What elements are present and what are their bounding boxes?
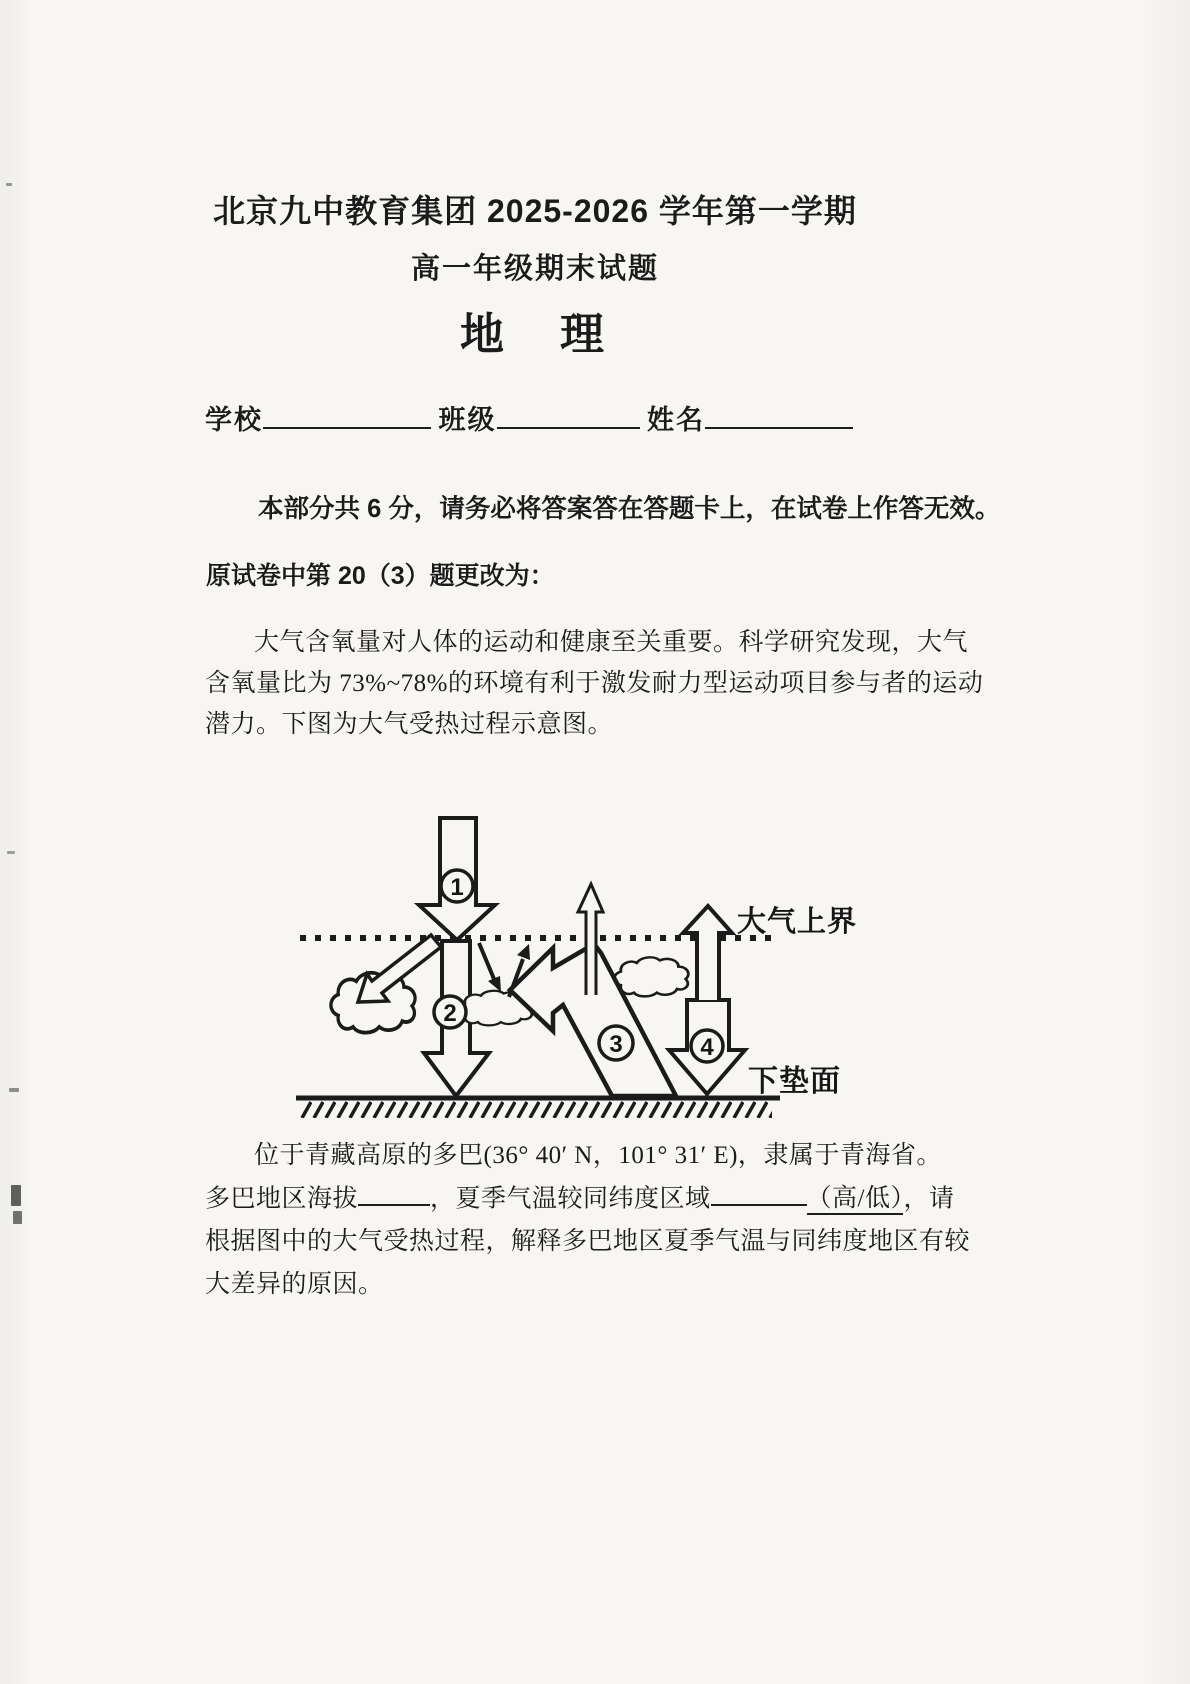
- thin-arrow-scatter-down-head: [488, 976, 501, 992]
- school-blank: [263, 399, 431, 429]
- high-low-choice: （高/低）: [807, 1185, 904, 1215]
- name-blank: [705, 399, 853, 429]
- arrow-4-label: 4: [700, 1034, 714, 1061]
- thin-arrow-scatter-down-line: [479, 943, 494, 979]
- ground-hatching: [300, 1100, 772, 1118]
- scan-artifact: [7, 851, 15, 854]
- scan-artifact: [11, 1185, 21, 1206]
- arrow-2-label: 2: [443, 1000, 457, 1027]
- scan-artifact: [6, 183, 12, 186]
- question-line-2-text-b: ，夏季气温较同纬度区域: [430, 1185, 711, 1213]
- surface-label: 下垫面: [748, 1065, 841, 1098]
- class-field-label: 班级: [438, 405, 497, 435]
- cloud-right: [614, 957, 688, 996]
- scan-artifact: [9, 1088, 19, 1092]
- atmosphere-top-label: 大气上界: [737, 906, 858, 938]
- question-line-2: [205, 1178, 955, 1214]
- question-line-1: 位于青藏高原的多巴(36° 40′ N，101° 31′ E)，隶属于青海省。: [254, 1142, 942, 1169]
- intro-line-3: 潜力。下图为大气受热过程示意图。: [205, 711, 614, 738]
- exam-title: 北京九中教育集团 2025-2026 学年第一学期: [213, 193, 857, 229]
- arrow-1-label: 1: [450, 874, 464, 901]
- atmosphere-heating-diagram: [270, 750, 890, 1135]
- intro-line-1: 大气含氧量对人体的运动和健康至关重要。科学研究发现，大气: [254, 629, 969, 656]
- question-line-4: 大差异的原因。: [205, 1271, 384, 1298]
- question-line-3: 根据图中的大气受热过程，解释多巴地区夏季气温与同纬度地区有较: [205, 1228, 971, 1255]
- subject-title: 地 理: [460, 310, 610, 359]
- name-field-label: 姓名: [647, 405, 706, 435]
- arrow-atmosphere-radiation-up: [683, 906, 732, 1000]
- question-line-2-text-c: ，请: [903, 1185, 955, 1213]
- student-info-row: [205, 398, 853, 437]
- scan-artifact: [13, 1211, 22, 1224]
- answer-sheet-notice: 本部分共 6 分，请务必将答案答在答题卡上，在试卷上作答无效。: [258, 495, 1001, 523]
- intro-line-2: 含氧量比为 73%~78%的环境有利于激发耐力型运动项目参与者的运动: [205, 670, 984, 697]
- revision-heading: 原试卷中第 20（3）题更改为：: [206, 562, 555, 590]
- arrow-3-label: 3: [609, 1031, 623, 1058]
- question-line-2-text-a: 多巴地区海拔: [205, 1185, 359, 1213]
- temperature-blank: [711, 1178, 807, 1206]
- altitude-blank: [358, 1178, 430, 1206]
- exam-subtitle: 高一年级期末试题: [410, 253, 659, 285]
- thin-arrow-scatter-up-head: [517, 944, 530, 960]
- class-blank: [497, 399, 640, 429]
- school-field-label: 学校: [205, 405, 263, 435]
